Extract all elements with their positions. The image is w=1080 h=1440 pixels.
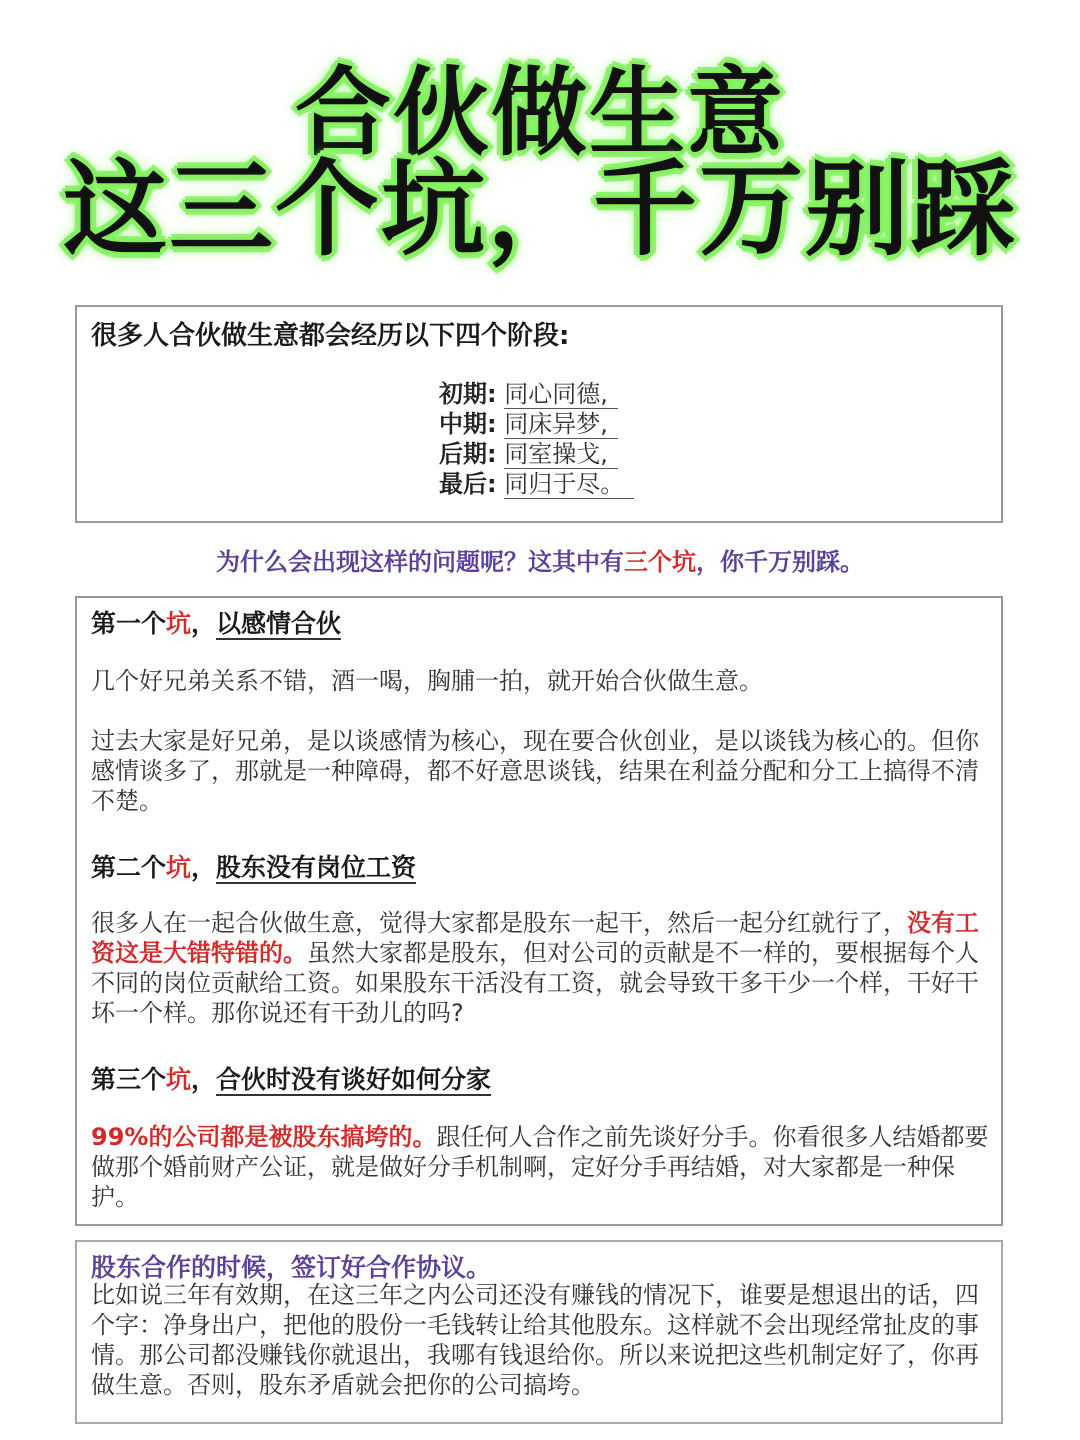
stage-value: 同归于尽。 <box>504 470 634 499</box>
pit1-name: 以感情合伙 <box>216 609 342 638</box>
pit1-paragraph-1: 几个好兄弟关系不错，酒一喝，胸脯一拍，就开始合伙做生意。 <box>91 667 763 695</box>
question-line <box>0 542 1080 577</box>
pit3-sep: ， <box>191 1065 217 1094</box>
agreement-box <box>75 1240 1003 1424</box>
pit1-pit: 坑 <box>166 609 192 638</box>
pit2-prefix: 第二个 <box>91 853 167 882</box>
pits-box <box>75 596 1003 1226</box>
pit3-title <box>91 1060 491 1096</box>
stage-label: 最后: <box>439 470 497 498</box>
pit2-sep: ， <box>191 853 217 882</box>
question-part1: 为什么会出现这样的问题呢？这其中有 <box>216 548 624 576</box>
pit2-name: 股东没有岗位工资 <box>216 853 417 882</box>
pit2-pit: 坑 <box>166 853 192 882</box>
pit2-paragraph <box>91 908 991 1028</box>
question-highlight: 三个坑 <box>624 548 696 576</box>
pit1-sep: ， <box>191 609 217 638</box>
pit2-text-highlight: 没有工资这是大错特错的。 <box>91 909 979 967</box>
pit2-title <box>91 848 416 884</box>
pit3-paragraph <box>91 1122 991 1212</box>
pit1-prefix: 第一个 <box>91 609 167 638</box>
stage-label: 中期: <box>439 410 497 438</box>
stage-value: 同床异梦, <box>504 410 618 439</box>
pit1-title <box>91 604 341 640</box>
question-part2: ，你千万别踩。 <box>696 548 864 576</box>
agreement-body: 比如说三年有效期，在这三年之内公司还没有赚钱的情况下，谁要是想退出的话，四个字：净身出户，把他的股份一毛钱转让给其他股东。这样就不会出现经常扯皮的事情。那公司都没赚钱你就退出，我哪有钱退给你。所以来说把这些机制定好了，你再做生意。否则，股东矛盾就会把你的公司搞垮。 <box>91 1281 979 1399</box>
agreement-title: 股东合作的时候，签订好合作协议。 <box>91 1253 492 1282</box>
stage-value: 同心同德, <box>504 380 618 409</box>
pit3-pit: 坑 <box>166 1065 192 1094</box>
pit2-text-before: 很多人在一起合伙做生意，觉得大家都是股东一起干，然后一起分红就行了， <box>91 909 907 937</box>
stage-label: 后期: <box>439 440 497 468</box>
stages-list <box>439 379 634 499</box>
pit3-prefix: 第三个 <box>91 1065 167 1094</box>
stages-intro: 很多人合伙做生意都会经历以下四个阶段: <box>91 321 570 351</box>
pit2-text-after: 虽然大家都是股东，但对公司的贡献是不一样的，要根据每个人不同的岗位贡献给工资。如果股东干活没有工资，就会导致干多干少一个样，干好干坏一个样。那你说还有干劲儿的吗? <box>91 939 979 1027</box>
main-title-line1: 合伙做生意 <box>295 57 785 169</box>
stages-box <box>75 305 1003 523</box>
stage-item <box>439 409 634 439</box>
stage-item <box>439 379 634 409</box>
main-title-line2: 这三个坑，千万别踩 <box>62 148 1017 270</box>
pit1-paragraph-2: 过去大家是好兄弟，是以谈感情为核心，现在要合伙创业，是以谈钱为核心的。但你感情谈多了，那就是一种障碍，都不好意思谈钱，结果在利益分配和分工上搞得不清不楚。 <box>91 727 979 815</box>
stage-item <box>439 469 634 499</box>
stage-item <box>439 439 634 469</box>
pit3-text-after: 跟任何人合作之前先谈好分手。你看很多人结婚都要做那个婚前财产公证，就是做好分手机制啊，定好分手再结婚，对大家都是一种保护。 <box>91 1123 989 1211</box>
pit3-name: 合伙时没有谈好如何分家 <box>216 1065 492 1094</box>
stage-value: 同室操戈, <box>504 440 618 469</box>
stage-label: 初期: <box>439 380 497 408</box>
pit3-text-highlight: 99%的公司都是被股东搞垮的。 <box>91 1123 437 1151</box>
